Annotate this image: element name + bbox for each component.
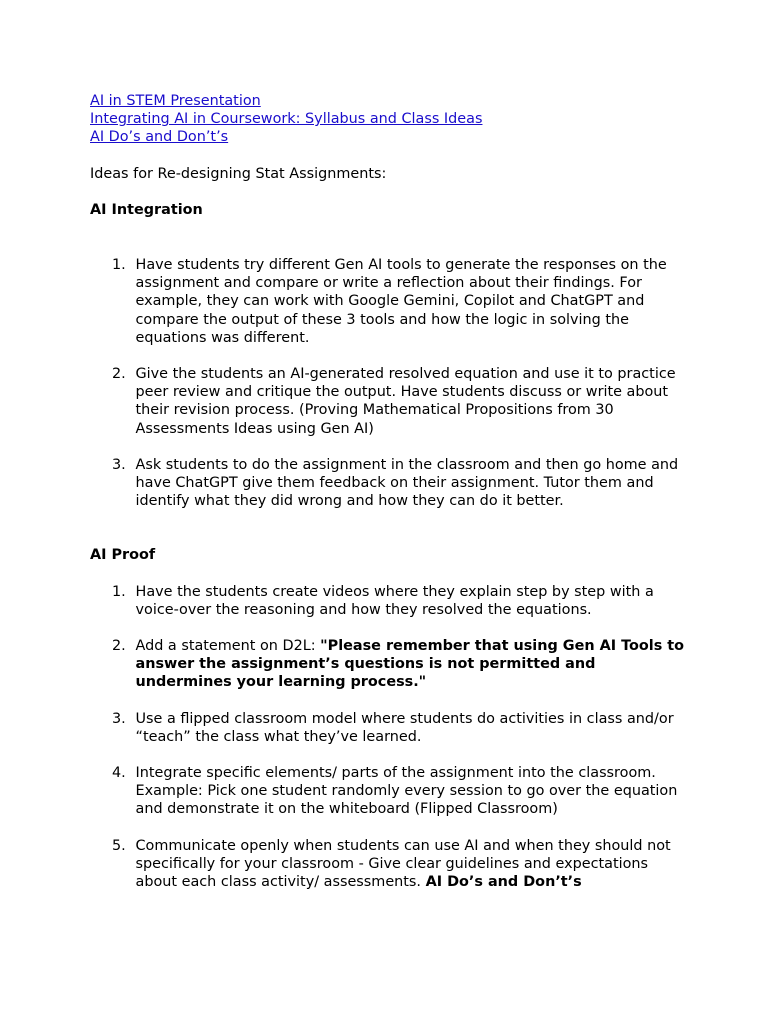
list-number: 1. bbox=[112, 257, 126, 274]
list-item-text: Add a statement on D2L: bbox=[135, 638, 321, 655]
list-item-text: Give the students an AI-generated resolved equation and use it to practice peer review and critique the output. Have students discuss or write about their revision process. (Proving Mathematical Propositions from 30 Assessments Ideas using Gen AI) bbox=[135, 366, 676, 437]
ai-proof-list bbox=[90, 583, 690, 892]
list-item-text: Use a flipped classroom model where students do activities in class and/or “teach” the class what they’ve learned. bbox=[135, 710, 674, 745]
link-integrating-ai-in-coursework[interactable]: Integrating AI in Coursework: Syllabus and Class Ideas bbox=[90, 111, 483, 128]
list-item bbox=[90, 365, 690, 438]
list-item-text: Have students try different Gen AI tools to generate the responses on the assignment and compare or write a reflection about their findings. For example, they can work with Google Gemini, Copilot and ChatGPT and compare the output of these 3 tools and how the logic in solving the equations was different. bbox=[135, 257, 667, 346]
list-number: 2. bbox=[112, 366, 126, 383]
ai-dos-donts-reference: AI Do’s and Don’t’s bbox=[425, 874, 582, 891]
list-number: 1. bbox=[112, 583, 126, 600]
list-number: 3. bbox=[112, 456, 126, 473]
list-item-text: Have the students create videos where they explain step by step with a voice-over the reasoning and how they resolved the equations. bbox=[135, 583, 654, 618]
list-item bbox=[90, 837, 690, 892]
list-item bbox=[90, 256, 690, 347]
document-page bbox=[90, 92, 690, 891]
link-ai-in-stem-presentation[interactable]: AI in STEM Presentation bbox=[90, 93, 261, 109]
list-item-text: Integrate specific elements/ parts of the assignment into the classroom. Example: Pick one student randomly every session to go over the equation and demonstrate it on the whiteboard (Flipped Classroom) bbox=[135, 765, 678, 818]
heading-ai-proof: AI Proof bbox=[90, 547, 156, 564]
list-number: 5. bbox=[112, 837, 126, 854]
list-number: 3. bbox=[112, 710, 126, 727]
list-item bbox=[90, 764, 690, 819]
ai-integration-list bbox=[90, 256, 690, 510]
list-number: 4. bbox=[112, 765, 126, 782]
heading-ai-integration: AI Integration bbox=[90, 201, 203, 218]
list-item bbox=[90, 710, 690, 746]
list-item bbox=[90, 637, 690, 692]
list-item-text: Communicate openly when students can use AI and when they should not specifically for your classroom - Give clear guidelines and expectations about each class activity/ assessments. bbox=[135, 837, 671, 891]
list-number: 2. bbox=[112, 638, 126, 655]
link-ai-dos-and-donts[interactable]: AI Do’s and Don’t’s bbox=[90, 129, 229, 146]
intro-text: Ideas for Re-designing Stat Assignments: bbox=[90, 165, 387, 182]
resource-links bbox=[90, 92, 690, 147]
d2l-statement-quote: "Please remember that using Gen AI Tools to answer the assignment’s questions is not permitted and undermines your learning process." bbox=[135, 638, 685, 691]
list-item bbox=[90, 583, 690, 619]
list-item bbox=[90, 456, 690, 511]
list-item-text: Ask students to do the assignment in the classroom and then go home and have ChatGPT give them feedback on their assignment. Tutor them and identify what they did wrong and how they can do it better. bbox=[135, 456, 679, 510]
